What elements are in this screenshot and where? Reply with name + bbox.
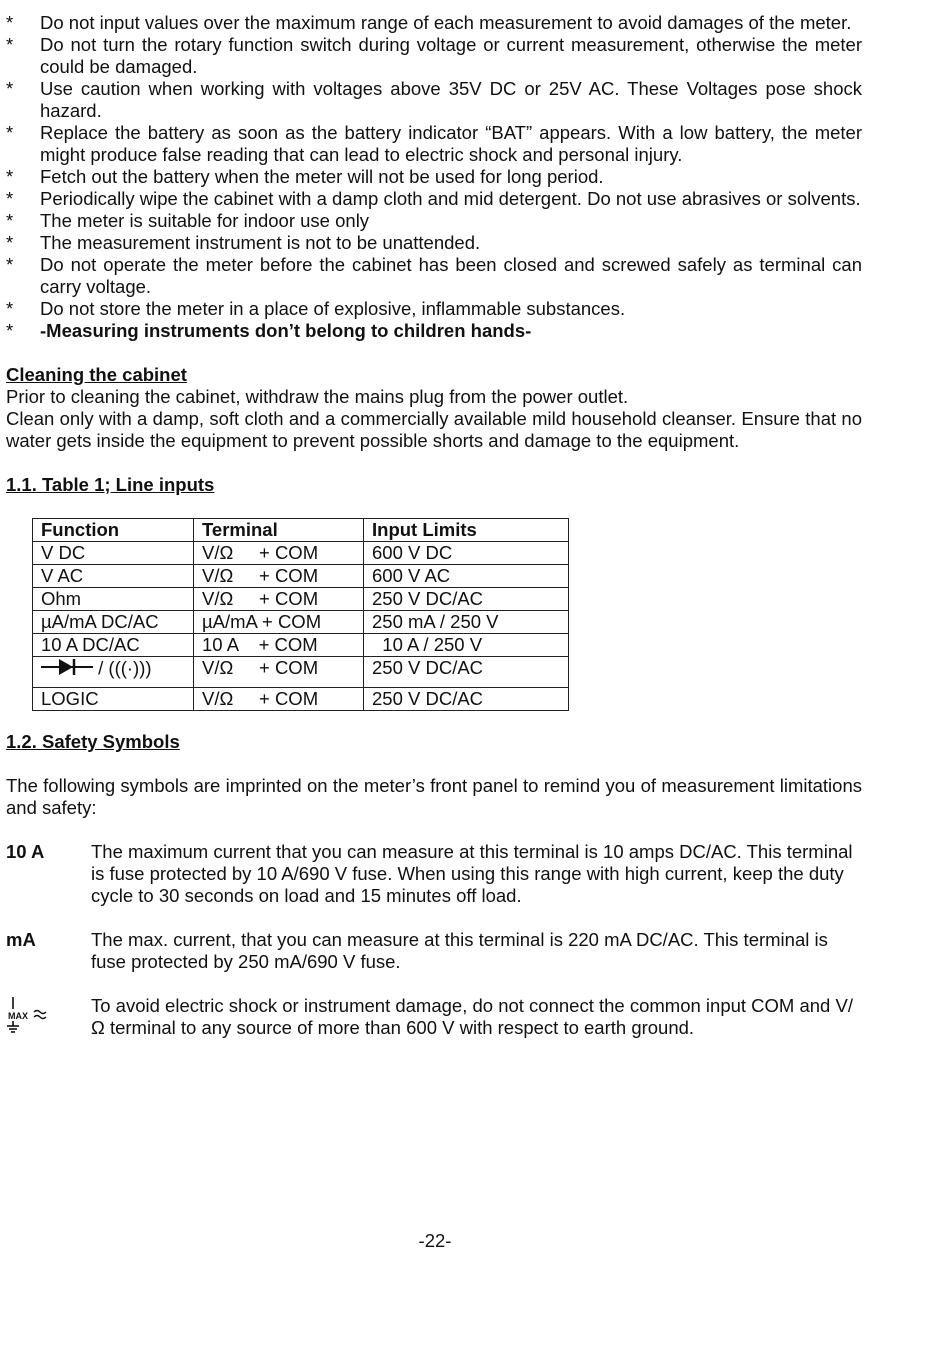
table-cell: 250 V DC/AC [364, 688, 569, 711]
table-cell: 250 V DC/AC [364, 657, 569, 688]
cleaning-paragraph: Clean only with a damp, soft cloth and a commercially available mild household cleanser. Ensure that no water gets inside the equipment to prevent possible shorts and damage to the equipment. [6, 408, 862, 451]
safety-bullet-list [6, 12, 862, 342]
table-row [33, 688, 569, 711]
table-cell: 10 A / 250 V [364, 634, 569, 657]
table-cell: µA/mA DC/AC [33, 611, 194, 634]
bullet-item: * Do not turn the rotary function switch during voltage or current measurement, otherwise the meter could be damaged. [6, 34, 862, 77]
table-header-cell: Function [33, 519, 194, 542]
table-cell: 600 V AC [364, 565, 569, 588]
table-cell: Ohm [33, 588, 194, 611]
safety-symbol-label: mA [6, 929, 36, 950]
bullet-item: * Periodically wipe the cabinet with a damp cloth and mid detergent. Do not use abrasives or solvents. [6, 188, 861, 209]
table-cell: 250 mA / 250 V [364, 611, 569, 634]
line-inputs-table [32, 518, 569, 711]
table-row [33, 634, 569, 657]
bullet-item: * Do not operate the meter before the cabinet has been closed and screwed safely as terminal can carry voltage. [6, 254, 862, 297]
table-header-cell: Input Limits [364, 519, 569, 542]
table-row [33, 611, 569, 634]
table-cell: V DC [33, 542, 194, 565]
table-row [33, 542, 569, 565]
bullet-item: * Fetch out the battery when the meter will not be used for long period. [6, 166, 604, 187]
table-row [33, 565, 569, 588]
document-page [6, 12, 862, 1044]
safety-intro: The following symbols are imprinted on the meter’s front panel to remind you of measurement limitations and safety: [6, 775, 862, 818]
table-cell: V/Ω + COM [194, 565, 364, 588]
table-cell: µA/mA + COM [194, 611, 364, 634]
diode-symbol-icon [41, 657, 93, 682]
bullet-item: * The measurement instrument is not to be unattended. [6, 232, 481, 253]
table-cell: 250 V DC/AC [364, 588, 569, 611]
table-header-cell: Terminal [194, 519, 364, 542]
bullet-item: * Use caution when working with voltages above 35V DC or 25V AC. These Voltages pose shock hazard. [6, 78, 862, 121]
bullet-item-warning: * -Measuring instruments don’t belong to children hands- [6, 320, 532, 341]
safety-symbol-row [6, 841, 862, 907]
safety-symbols-heading: 1.2. Safety Symbols [6, 731, 180, 752]
table-cell: LOGIC [33, 688, 194, 711]
table1-heading: 1.1. Table 1; Line inputs [6, 474, 215, 495]
safety-symbol-label: 10 A [6, 841, 45, 862]
safety-symbol-text: The maximum current that you can measure at this terminal is 10 amps DC/AC. This terminal is fuse protected by 10 A/690 V fuse. When using this range with high current, keep the duty cycle to 30 seconds on load and 15 minutes off load. [91, 841, 853, 906]
table-cell: 600 V DC [364, 542, 569, 565]
table-cell: V/Ω + COM [194, 688, 364, 711]
bullet-item: * Replace the battery as soon as the battery indicator “BAT” appears. With a low battery, the meter might produce false reading that can lead to electric shock and personal injury. [6, 122, 862, 165]
safety-symbol-text: To avoid electric shock or instrument damage, do not connect the common input COM and V/Ω terminal to any source of more than 600 V with respect to earth ground. [91, 995, 853, 1038]
safety-symbol-row [6, 995, 862, 1044]
table-cell: V/Ω + COM [194, 657, 364, 688]
table-cell: 10 A DC/AC [33, 634, 194, 657]
table-row [33, 657, 569, 688]
max-voltage-ground-icon [6, 1011, 50, 1043]
table-cell: V AC [33, 565, 194, 588]
svg-text:MAX: MAX [8, 1011, 28, 1021]
table-cell: V/Ω + COM [194, 542, 364, 565]
page-number: -22- [418, 1230, 452, 1251]
cleaning-heading: Cleaning the cabinet [6, 364, 187, 385]
bullet-item: * Do not input values over the maximum range of each measurement to avoid damages of the meter. [6, 12, 852, 33]
table-cell: V/Ω + COM [194, 588, 364, 611]
safety-symbol-row [6, 929, 862, 973]
table-cell: / (((·))) [33, 657, 194, 688]
table-cell: 10 A + COM [194, 634, 364, 657]
table-header-row [33, 519, 569, 542]
cleaning-paragraph: Prior to cleaning the cabinet, withdraw the mains plug from the power outlet. [6, 386, 629, 407]
table-row [33, 588, 569, 611]
safety-symbol-text: The max. current, that you can measure at this terminal is 220 mA DC/AC. This terminal is fuse protected by 250 mA/690 V fuse. [91, 929, 828, 972]
bullet-item: * The meter is suitable for indoor use only [6, 210, 370, 231]
bullet-item: * Do not store the meter in a place of explosive, inflammable substances. [6, 298, 626, 319]
